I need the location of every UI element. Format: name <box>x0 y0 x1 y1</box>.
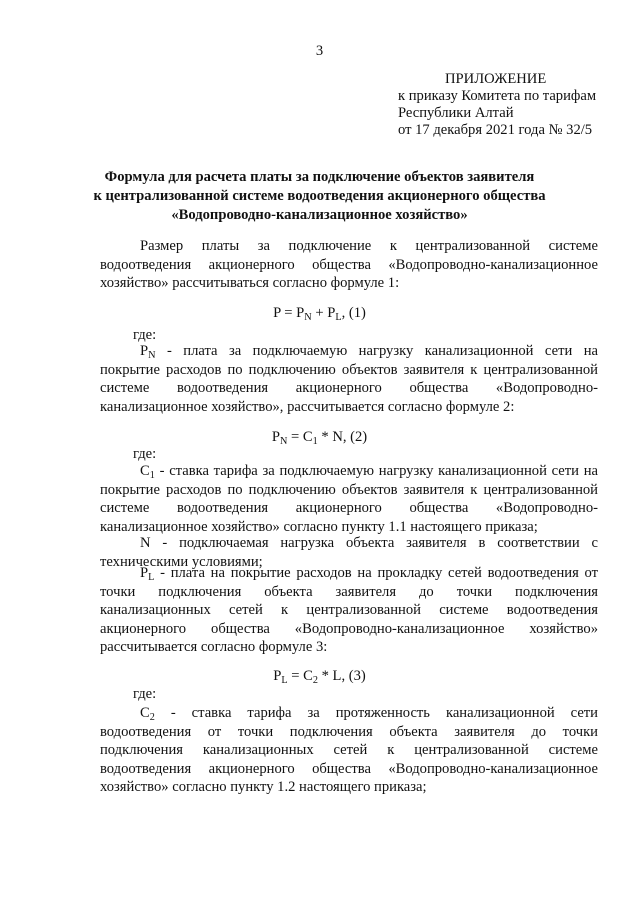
text-line: точки подключения объекта заявителя до точки подключения <box>100 583 598 600</box>
formula-3: $P_L = C_2 * L$, (3) <box>273 668 366 686</box>
definition-c1 <box>100 462 598 536</box>
text-line: N - подключаемая нагрузка объекта заявителя в соответствии с <box>140 535 598 551</box>
text-line: $P_L$ - плата на покрытие расходов на прокладку сетей водоотведения от <box>140 565 598 583</box>
definition-pn <box>100 342 598 416</box>
definition-c2 <box>100 704 598 797</box>
document-title <box>0 168 639 225</box>
appendix-line: от 17 декабря 2021 года № 32/5 <box>398 122 593 138</box>
text-line: Размер платы за подключение к централизованной системе <box>140 238 598 254</box>
text-line: канализационное хозяйство» согласно пункту 1.1 настоящего приказа; <box>100 518 538 535</box>
text-line: подключения канализационных сетей к централизованной системе <box>100 742 598 759</box>
where-label: где: <box>133 327 157 343</box>
where-label: где: <box>133 686 157 702</box>
text-line: водоотведения акционерного общества «Водопроводно-канализационное <box>100 760 598 777</box>
appendix-block <box>398 71 596 139</box>
text-line: техническими условиями; <box>100 553 263 570</box>
text-line: хозяйство» рассчитываться согласно формуле 1: <box>100 275 400 292</box>
text-line: канализационное хозяйство», рассчитывается согласно формуле 2: <box>100 398 515 415</box>
title-line: к централизованной системе водоотведения акционерного общества <box>93 188 546 204</box>
text-line: водоотведения от точки подключения объекта заявителя до точки <box>100 723 598 740</box>
page-number: 3 <box>315 43 324 59</box>
text-line: покрытие расходов по подключению объектов заявителя к централизованной <box>100 481 598 498</box>
text-line: хозяйство» согласно пункту 1.2 настоящего приказа; <box>100 779 427 796</box>
appendix-heading: ПРИЛОЖЕНИЕ <box>445 71 547 87</box>
title-line: Формула для расчета платы за подключение объектов заявителя <box>104 169 535 185</box>
appendix-line: к приказу Комитета по тарифам <box>398 88 597 104</box>
text-line: канализационных сетей к централизованной системе водоотведения <box>100 602 598 619</box>
intro-paragraph <box>100 237 598 293</box>
text-line: покрытие расходов по подключению объектов заявителя к централизованной <box>100 361 598 378</box>
text-line: $C_2$ - ставка тарифа за протяженность канализационной сети <box>140 705 598 723</box>
text-line: $P_N$ - плата за подключаемую нагрузку канализационной сети на <box>140 343 598 361</box>
formula-2: $P_N = C_1 * N$, (2) <box>271 429 368 447</box>
text-line: системе водоотведения акционерного общества «Водопроводно- <box>100 500 598 517</box>
definition-pl <box>100 564 598 657</box>
text-line: $C_1$ - ставка тарифа за подключаемую нагрузку канализационной сети на <box>140 463 598 481</box>
title-line: «Водопроводно-канализационное хозяйство» <box>171 207 468 223</box>
text-line: водоотведения акционерного общества «Водопроводно-канализационное <box>100 256 598 273</box>
formula-1: $P = P_N + P_L$, (1) <box>273 305 366 323</box>
appendix-line: Республики Алтай <box>398 105 514 121</box>
text-line: рассчитывается согласно формуле 3: <box>100 639 328 656</box>
where-label: где: <box>133 446 157 462</box>
text-line: акционерного общества «Водопроводно-канализационное хозяйство» <box>100 620 598 637</box>
text-line: системе водоотведения акционерного общества «Водопроводно- <box>100 380 598 397</box>
